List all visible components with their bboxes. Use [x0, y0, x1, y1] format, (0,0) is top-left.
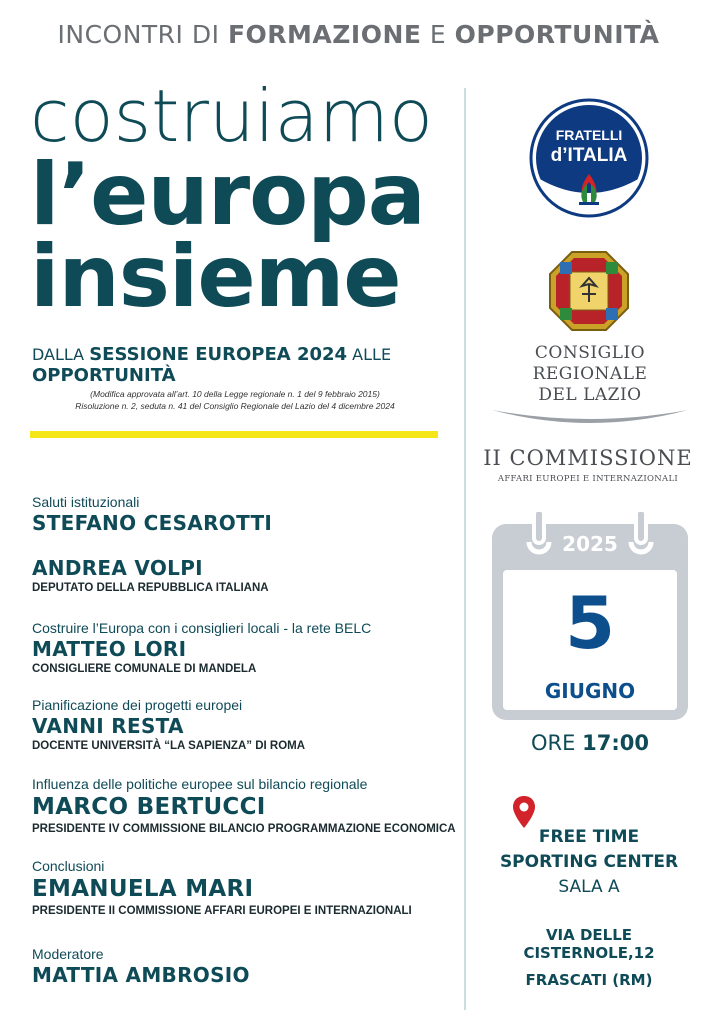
time-value: 17:00 [582, 731, 649, 755]
header-part-3: E [421, 20, 455, 49]
calendar-month: GIUGNO [544, 679, 636, 703]
legal-note-1: (Modifica approvata all’art. 10 della Legge regionale n. 1 del 9 febbraio 2015) [90, 389, 380, 399]
subtitle-c: ALLE [347, 345, 392, 364]
speaker-block [32, 620, 462, 677]
speaker-desc: CONSIGLIERE COMUNALE DI MANDELA [32, 663, 257, 675]
header-part-2: FORMAZIONE [227, 20, 422, 49]
speaker-block [32, 946, 462, 987]
consiglio-line-2: REGIONALE [532, 364, 648, 384]
subtitle [32, 344, 442, 386]
subtitle-b: SESSIONE EUROPEA 2024 [89, 344, 348, 365]
speaker-desc: PRESIDENTE II COMMISSIONE AFFARI EUROPEI E INTERNAZIONALI [32, 905, 412, 917]
commissione-title: II COMMISSIONE [483, 446, 693, 470]
legal-note-2: Risoluzione n. 2, seduta n. 41 del Consiglio Regionale del Lazio del 4 dicembre 2024 [75, 401, 395, 411]
header-part-4: OPPORTUNITÀ [454, 20, 660, 49]
title-line-3: insieme [30, 227, 401, 327]
event-series-header [0, 20, 717, 49]
venue-city: FRASCATI (RM) [525, 971, 653, 989]
speaker-role: Pianificazione dei progetti europei [32, 697, 243, 713]
speaker-name: MATTIA AMBROSIO [32, 963, 250, 987]
event-time [491, 731, 689, 755]
commissione-subtitle: AFFARI EUROPEI E INTERNAZIONALI [497, 474, 679, 484]
speaker-desc: DOCENTE UNIVERSITÀ “LA SAPIENZA” DI ROMA [32, 740, 306, 752]
venue-line-1: FREE TIME [538, 827, 640, 847]
speaker-block [32, 697, 462, 754]
consiglio-line-3: DEL LAZIO [538, 385, 642, 405]
speaker-name: MARCO BERTUCCI [32, 794, 266, 820]
column-divider [464, 88, 466, 1010]
speaker-name: ANDREA VOLPI [32, 556, 203, 580]
speaker-block [32, 858, 462, 919]
speaker-name: MATTEO LORI [32, 637, 187, 661]
speaker-role: Saluti istituzionali [32, 494, 140, 510]
location-pin-icon [512, 795, 536, 829]
yellow-divider-bar [30, 431, 438, 438]
time-prefix: ORE [531, 731, 583, 755]
speaker-block [32, 776, 462, 837]
calendar-day: 5 [564, 581, 616, 665]
subtitle-d: OPPORTUNITÀ [32, 365, 176, 386]
consiglio-regionale-label [500, 343, 680, 406]
speaker-desc: DEPUTATO DELLA REPUBBLICA ITALIANA [32, 582, 269, 594]
speaker-name: EMANUELA MARI [32, 876, 254, 902]
speaker-block [32, 494, 462, 535]
fdi-line-2: d’ITALIA [550, 145, 628, 166]
calendar-year: 2025 [562, 532, 618, 556]
speaker-role: Influenza delle politiche europee sul bilancio regionale [32, 776, 368, 792]
venue-address: VIA DELLE CISTERNOLE,12 [523, 926, 655, 962]
speaker-desc: PRESIDENTE IV COMMISSIONE BILANCIO PROGRAMMAZIONE ECONOMICA [32, 823, 456, 835]
speaker-role: Moderatore [32, 946, 104, 962]
speaker-role: Conclusioni [32, 858, 105, 874]
fdi-line-1: FRATELLI [555, 127, 623, 143]
consiglio-arc-decoration [490, 402, 690, 432]
speaker-role: Costruire l’Europa con i consiglieri locali - la rete BELC [32, 620, 372, 636]
title-line-2: l’europa [30, 145, 425, 245]
venue-line-2: SPORTING CENTER [499, 852, 679, 872]
fratelli-d-italia-logo [529, 98, 649, 218]
speaker-name: VANNI RESTA [32, 714, 184, 738]
regione-lazio-emblem [548, 250, 630, 332]
header-part-1: INCONTRI DI [57, 20, 228, 49]
consiglio-line-1: CONSIGLIO [534, 343, 646, 363]
title-line-1: costruiamo [30, 74, 433, 158]
speaker-name: STEFANO CESAROTTI [32, 511, 273, 535]
venue-line-3: SALA A [558, 877, 620, 897]
speaker-block [32, 556, 462, 596]
subtitle-a: DALLA [32, 345, 90, 364]
